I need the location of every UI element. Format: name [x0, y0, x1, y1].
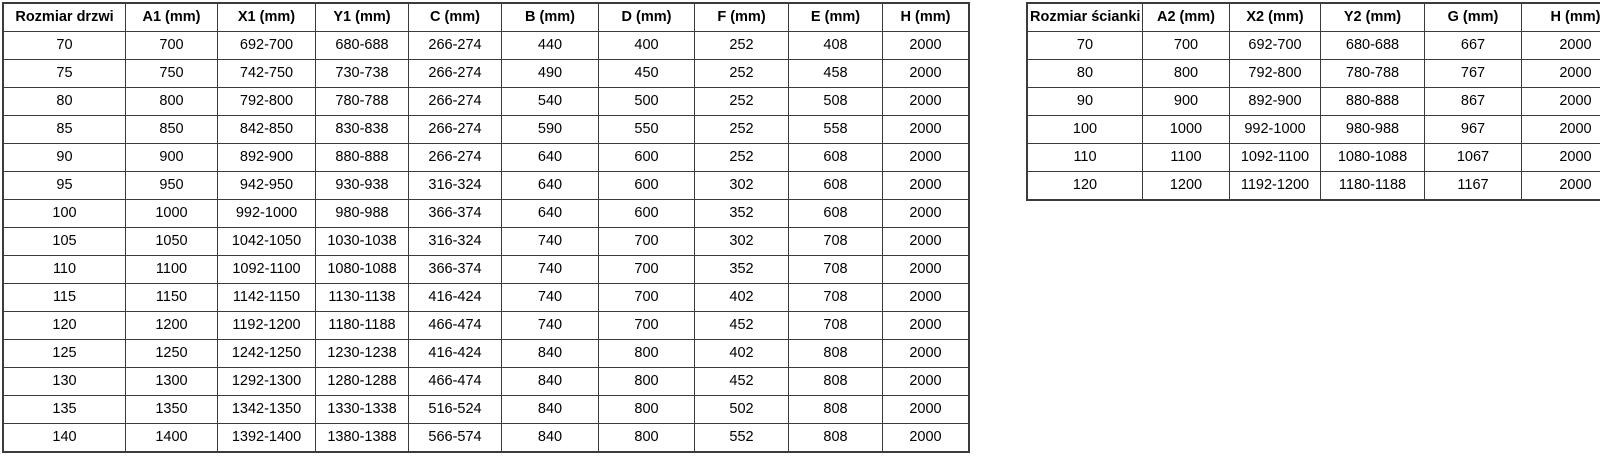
table-cell: 75	[3, 60, 126, 88]
column-header: X1 (mm)	[218, 3, 316, 32]
table-cell: 120	[1027, 172, 1143, 201]
table-cell: 967	[1425, 116, 1522, 144]
table-cell: 302	[695, 172, 789, 200]
table-cell: 2000	[883, 88, 970, 116]
table-cell: 892-900	[1230, 88, 1321, 116]
table-cell: 2000	[883, 368, 970, 396]
table-cell: 1200	[1143, 172, 1230, 201]
column-header: E (mm)	[789, 3, 883, 32]
column-header: H (mm)	[1522, 3, 1600, 32]
table-cell: 1250	[126, 340, 218, 368]
table-cell: 808	[789, 396, 883, 424]
table-cell: 2000	[1522, 172, 1600, 201]
table-cell: 1030-1038	[316, 228, 409, 256]
table-row	[3, 396, 969, 424]
table-cell: 402	[695, 340, 789, 368]
table-cell: 1000	[126, 200, 218, 228]
table-row	[3, 60, 969, 88]
table-cell: 680-688	[1321, 32, 1425, 60]
column-header: A1 (mm)	[126, 3, 218, 32]
table-cell: 808	[789, 424, 883, 453]
table-cell: 508	[789, 88, 883, 116]
table-cell: 740	[502, 228, 599, 256]
table-row	[3, 88, 969, 116]
column-header: F (mm)	[695, 3, 789, 32]
table-cell: 2000	[1522, 88, 1600, 116]
table-cell: 2000	[883, 284, 970, 312]
table-cell: 1380-1388	[316, 424, 409, 453]
table-cell: 800	[1143, 60, 1230, 88]
table-cell: 667	[1425, 32, 1522, 60]
table-cell: 600	[599, 172, 695, 200]
table-cell: 942-950	[218, 172, 316, 200]
table-cell: 1350	[126, 396, 218, 424]
table-row	[1027, 172, 1600, 201]
table-cell: 1130-1138	[316, 284, 409, 312]
table-cell: 1342-1350	[218, 396, 316, 424]
table-cell: 2000	[883, 256, 970, 284]
table-row	[3, 340, 969, 368]
table-cell: 266-274	[409, 144, 502, 172]
table-cell: 402	[695, 284, 789, 312]
table-cell: 85	[3, 116, 126, 144]
table-cell: 2000	[883, 116, 970, 144]
table-cell: 252	[695, 88, 789, 116]
table-cell: 992-1000	[218, 200, 316, 228]
table-cell: 540	[502, 88, 599, 116]
table-cell: 2000	[1522, 60, 1600, 88]
table-cell: 780-788	[1321, 60, 1425, 88]
table-cell: 500	[599, 88, 695, 116]
table-cell: 842-850	[218, 116, 316, 144]
column-header: Y2 (mm)	[1321, 3, 1425, 32]
table-cell: 708	[789, 228, 883, 256]
table-cell: 1300	[126, 368, 218, 396]
table-cell: 900	[1143, 88, 1230, 116]
table-cell: 2000	[883, 312, 970, 340]
column-header: G (mm)	[1425, 3, 1522, 32]
table-row	[3, 200, 969, 228]
table-row	[1027, 32, 1600, 60]
table-cell: 120	[3, 312, 126, 340]
table-cell: 1142-1150	[218, 284, 316, 312]
table-cell: 316-324	[409, 228, 502, 256]
column-header: D (mm)	[599, 3, 695, 32]
table-cell: 1392-1400	[218, 424, 316, 453]
table-cell: 252	[695, 32, 789, 60]
table-cell: 2000	[883, 32, 970, 60]
table-cell: 800	[599, 396, 695, 424]
table-cell: 1192-1200	[1230, 172, 1321, 201]
table-cell: 140	[3, 424, 126, 453]
table-cell: 840	[502, 368, 599, 396]
table-cell: 466-474	[409, 312, 502, 340]
table-cell: 1067	[1425, 144, 1522, 172]
table-cell: 980-988	[316, 200, 409, 228]
table-cell: 1100	[1143, 144, 1230, 172]
table-cell: 692-700	[1230, 32, 1321, 60]
table-cell: 700	[599, 228, 695, 256]
table-cell: 2000	[883, 144, 970, 172]
table-cell: 80	[3, 88, 126, 116]
table-cell: 700	[599, 312, 695, 340]
table-cell: 808	[789, 340, 883, 368]
table-row	[3, 116, 969, 144]
table-row	[3, 144, 969, 172]
table-cell: 408	[789, 32, 883, 60]
table-cell: 640	[502, 200, 599, 228]
table-cell: 608	[789, 144, 883, 172]
column-header: A2 (mm)	[1143, 3, 1230, 32]
door-size-table	[2, 2, 970, 453]
table-cell: 2000	[1522, 32, 1600, 60]
table-row	[1027, 88, 1600, 116]
table-cell: 502	[695, 396, 789, 424]
table-cell: 125	[3, 340, 126, 368]
table-cell: 840	[502, 396, 599, 424]
table-cell: 730-738	[316, 60, 409, 88]
table-cell: 400	[599, 32, 695, 60]
table-cell: 740	[502, 312, 599, 340]
table-cell: 416-424	[409, 284, 502, 312]
table-cell: 550	[599, 116, 695, 144]
column-header: Rozmiar ścianki	[1027, 3, 1143, 32]
table-cell: 700	[1143, 32, 1230, 60]
table-row	[3, 172, 969, 200]
table-cell: 830-838	[316, 116, 409, 144]
table-cell: 2000	[883, 200, 970, 228]
table-cell: 950	[126, 172, 218, 200]
table-cell: 800	[599, 340, 695, 368]
table-row	[3, 284, 969, 312]
wall-panel-size-table	[1026, 2, 1600, 201]
column-header: Rozmiar drzwi	[3, 3, 126, 32]
table-cell: 2000	[1522, 116, 1600, 144]
table-cell: 490	[502, 60, 599, 88]
table-cell: 115	[3, 284, 126, 312]
table-cell: 767	[1425, 60, 1522, 88]
column-header: H (mm)	[883, 3, 970, 32]
table-cell: 1242-1250	[218, 340, 316, 368]
table-cell: 516-524	[409, 396, 502, 424]
table-header-row	[3, 3, 969, 32]
table-cell: 458	[789, 60, 883, 88]
table-cell: 466-474	[409, 368, 502, 396]
table-cell: 1000	[1143, 116, 1230, 144]
table-cell: 708	[789, 312, 883, 340]
table-cell: 1192-1200	[218, 312, 316, 340]
table-cell: 800	[599, 424, 695, 453]
table-cell: 452	[695, 368, 789, 396]
table-cell: 840	[502, 340, 599, 368]
table-cell: 452	[695, 312, 789, 340]
table-cell: 130	[3, 368, 126, 396]
table-cell: 252	[695, 116, 789, 144]
table-cell: 352	[695, 256, 789, 284]
table-cell: 1330-1338	[316, 396, 409, 424]
table-cell: 1230-1238	[316, 340, 409, 368]
table-cell: 708	[789, 284, 883, 312]
table-cell: 450	[599, 60, 695, 88]
table-cell: 1050	[126, 228, 218, 256]
table-cell: 2000	[1522, 144, 1600, 172]
table-cell: 750	[126, 60, 218, 88]
table-cell: 1292-1300	[218, 368, 316, 396]
table-cell: 252	[695, 144, 789, 172]
table-row	[3, 228, 969, 256]
table-cell: 316-324	[409, 172, 502, 200]
table-cell: 366-374	[409, 256, 502, 284]
table-cell: 266-274	[409, 116, 502, 144]
table-cell: 880-888	[316, 144, 409, 172]
table-cell: 930-938	[316, 172, 409, 200]
table-cell: 700	[599, 256, 695, 284]
table-cell: 2000	[883, 172, 970, 200]
table-cell: 566-574	[409, 424, 502, 453]
table-cell: 780-788	[316, 88, 409, 116]
table-cell: 700	[599, 284, 695, 312]
table-cell: 1080-1088	[1321, 144, 1425, 172]
table-cell: 1180-1188	[316, 312, 409, 340]
table-cell: 2000	[883, 60, 970, 88]
table-cell: 808	[789, 368, 883, 396]
table-cell: 352	[695, 200, 789, 228]
table-cell: 800	[599, 368, 695, 396]
table-cell: 708	[789, 256, 883, 284]
table-row	[3, 368, 969, 396]
table-row	[1027, 144, 1600, 172]
table-cell: 1200	[126, 312, 218, 340]
table-cell: 110	[1027, 144, 1143, 172]
table-cell: 90	[1027, 88, 1143, 116]
table-cell: 600	[599, 200, 695, 228]
table-cell: 70	[1027, 32, 1143, 60]
table-cell: 266-274	[409, 32, 502, 60]
column-header: X2 (mm)	[1230, 3, 1321, 32]
table-cell: 110	[3, 256, 126, 284]
table-cell: 2000	[883, 340, 970, 368]
table-cell: 900	[126, 144, 218, 172]
table-cell: 1092-1100	[1230, 144, 1321, 172]
table-row	[3, 424, 969, 453]
table-cell: 800	[126, 88, 218, 116]
column-header: Y1 (mm)	[316, 3, 409, 32]
table-cell: 692-700	[218, 32, 316, 60]
table-cell: 1167	[1425, 172, 1522, 201]
table-cell: 680-688	[316, 32, 409, 60]
table-cell: 105	[3, 228, 126, 256]
table-cell: 552	[695, 424, 789, 453]
table-cell: 1042-1050	[218, 228, 316, 256]
table-cell: 992-1000	[1230, 116, 1321, 144]
table-cell: 892-900	[218, 144, 316, 172]
table-cell: 416-424	[409, 340, 502, 368]
table-row	[1027, 116, 1600, 144]
table-row	[3, 256, 969, 284]
table-cell: 2000	[883, 424, 970, 453]
column-header: C (mm)	[409, 3, 502, 32]
table-cell: 1092-1100	[218, 256, 316, 284]
table-cell: 880-888	[1321, 88, 1425, 116]
table-cell: 742-750	[218, 60, 316, 88]
table-cell: 700	[126, 32, 218, 60]
table-cell: 1100	[126, 256, 218, 284]
table-cell: 600	[599, 144, 695, 172]
table-cell: 440	[502, 32, 599, 60]
table-cell: 266-274	[409, 60, 502, 88]
table-cell: 70	[3, 32, 126, 60]
table-cell: 135	[3, 396, 126, 424]
table-row	[3, 312, 969, 340]
table-cell: 100	[3, 200, 126, 228]
table-cell: 792-800	[218, 88, 316, 116]
table-cell: 266-274	[409, 88, 502, 116]
table-cell: 1400	[126, 424, 218, 453]
table-cell: 1180-1188	[1321, 172, 1425, 201]
table-cell: 840	[502, 424, 599, 453]
table-row	[1027, 60, 1600, 88]
table-cell: 792-800	[1230, 60, 1321, 88]
table-cell: 740	[502, 284, 599, 312]
table-cell: 90	[3, 144, 126, 172]
table-header-row	[1027, 3, 1600, 32]
table-cell: 867	[1425, 88, 1522, 116]
table-cell: 2000	[883, 396, 970, 424]
table-cell: 850	[126, 116, 218, 144]
table-cell: 608	[789, 200, 883, 228]
table-cell: 640	[502, 144, 599, 172]
table-cell: 740	[502, 256, 599, 284]
table-cell: 252	[695, 60, 789, 88]
table-cell: 2000	[883, 228, 970, 256]
table-cell: 590	[502, 116, 599, 144]
table-cell: 558	[789, 116, 883, 144]
table-cell: 366-374	[409, 200, 502, 228]
table-cell: 980-988	[1321, 116, 1425, 144]
table-cell: 80	[1027, 60, 1143, 88]
table-cell: 100	[1027, 116, 1143, 144]
table-cell: 95	[3, 172, 126, 200]
table-cell: 640	[502, 172, 599, 200]
column-header: B (mm)	[502, 3, 599, 32]
table-cell: 608	[789, 172, 883, 200]
table-cell: 302	[695, 228, 789, 256]
table-cell: 1280-1288	[316, 368, 409, 396]
table-cell: 1080-1088	[316, 256, 409, 284]
table-cell: 1150	[126, 284, 218, 312]
table-row	[3, 32, 969, 60]
